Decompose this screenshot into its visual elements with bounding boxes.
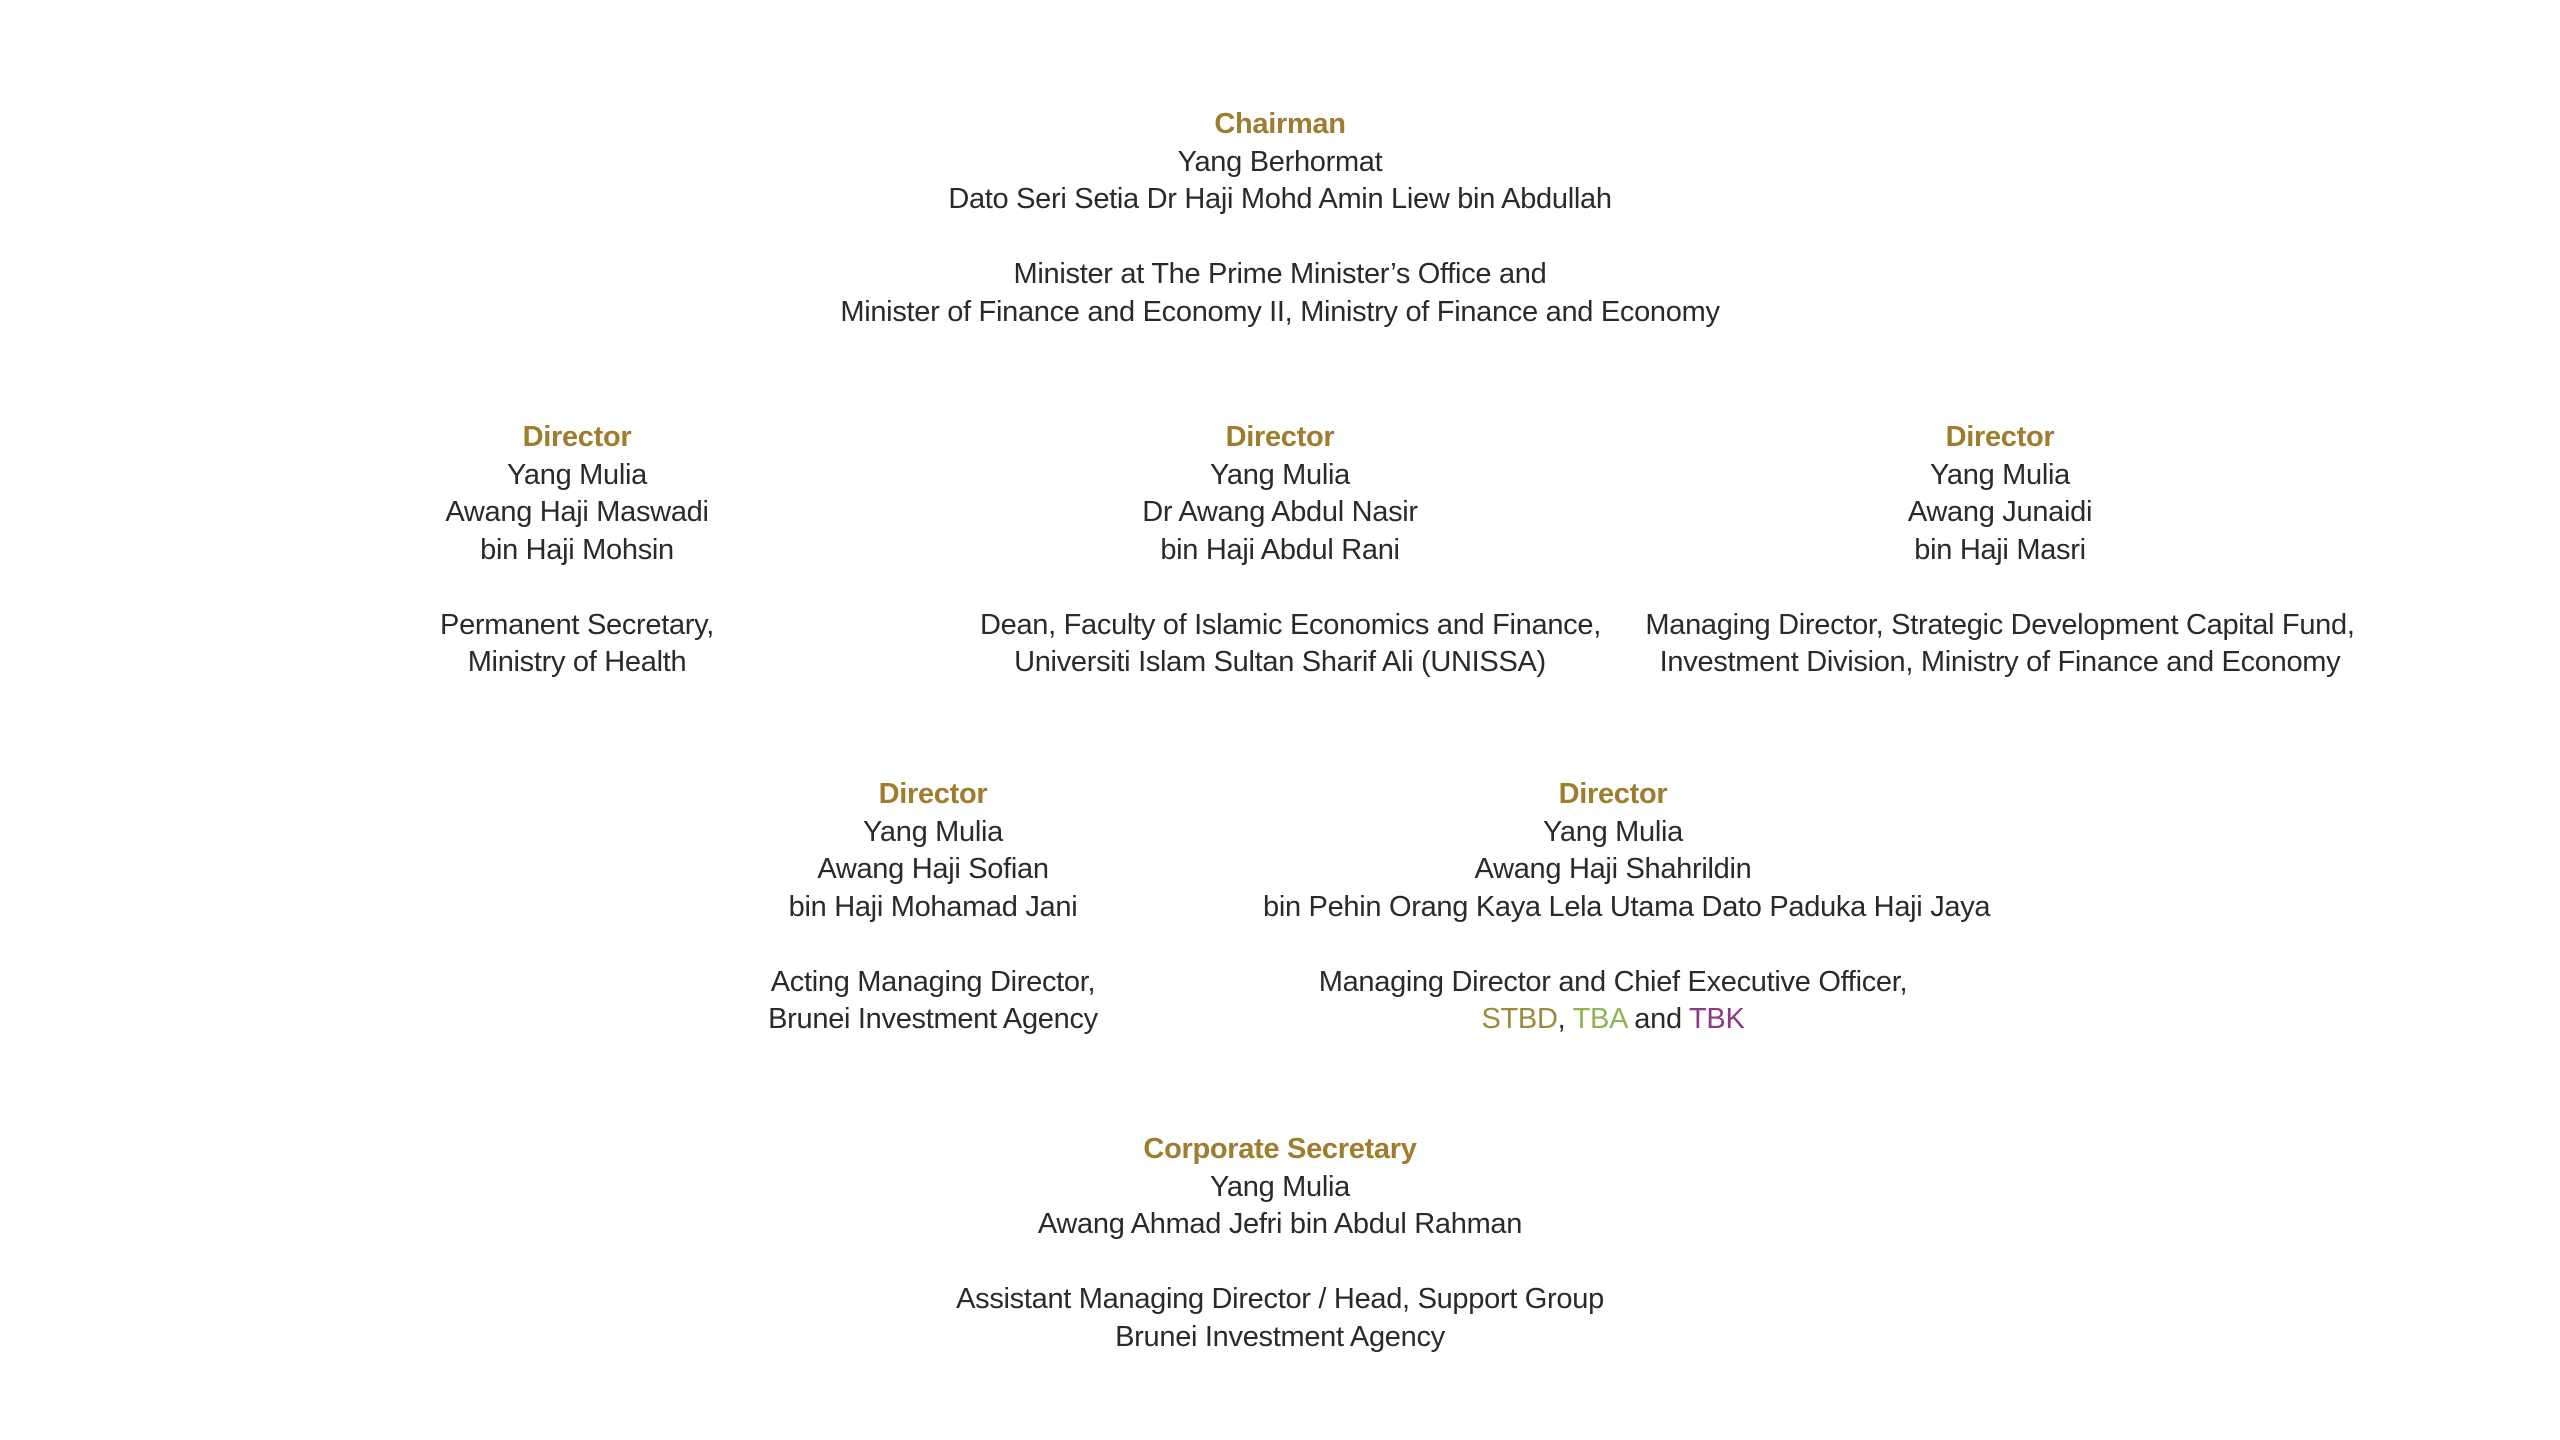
director-maswadi-block <box>377 419 777 682</box>
corporate-secretary-role: Corporate Secretary <box>1143 1133 1417 1165</box>
spacer <box>930 1244 1630 1282</box>
director-position-line2: Investment Division, Ministry of Finance and Economy <box>1659 646 2341 678</box>
director-role: Director <box>1558 778 1668 810</box>
director-entities-line <box>1263 1001 1963 1039</box>
director-shahrildin-block <box>1263 776 1991 1039</box>
chairman-role: Chairman <box>1214 108 1346 140</box>
spacer <box>1630 569 2370 607</box>
director-name-line1: Awang Junaidi <box>1907 496 2093 528</box>
spacer <box>780 219 1780 257</box>
spacer <box>980 569 1580 607</box>
director-name-line1: Dr Awang Abdul Nasir <box>1142 496 1418 528</box>
director-position-line1: Managing Director and Chief Executive Officer, <box>1318 965 1908 998</box>
corporate-secretary-honorific: Yang Mulia <box>1210 1170 1350 1203</box>
corporate-secretary-position-line1: Assistant Managing Director / Head, Support Group <box>956 1283 1604 1315</box>
director-position-line2: Ministry of Health <box>467 646 687 678</box>
director-sofian-block <box>733 776 1133 1039</box>
director-position-line2: Brunei Investment Agency <box>768 1003 1098 1035</box>
director-role: Director <box>1225 421 1335 453</box>
director-role: Director <box>522 421 632 453</box>
director-honorific: Yang Mulia <box>1543 815 1683 848</box>
director-honorific: Yang Mulia <box>863 815 1003 848</box>
director-position-line1: Managing Director, Strategic Development Capital Fund, <box>1645 608 2355 641</box>
director-position-line1: Permanent Secretary, <box>440 608 714 641</box>
spacer <box>377 569 777 607</box>
director-name-line2: bin Haji Mohamad Jani <box>788 890 1078 923</box>
director-name-line2: bin Haji Mohsin <box>480 533 674 566</box>
director-nasir-block <box>980 419 1601 682</box>
entity-separator-comma: , <box>1557 1003 1573 1035</box>
director-name-line1: Awang Haji Maswadi <box>445 496 709 528</box>
director-junaidi-block <box>1630 419 2370 682</box>
director-name-line2: bin Haji Abdul Rani <box>1160 533 1400 566</box>
entity-stbd: STBD <box>1481 1003 1558 1035</box>
director-position-line2: Universiti Islam Sultan Sharif Ali (UNISSA) <box>1014 646 1546 678</box>
chairman-name: Dato Seri Setia Dr Haji Mohd Amin Liew bin Abdullah <box>948 183 1612 215</box>
corporate-secretary-block <box>930 1131 1630 1356</box>
entity-separator-and: and <box>1626 1003 1690 1035</box>
chairman-position-line1: Minister at The Prime Minister’s Office and <box>1013 258 1547 290</box>
director-role: Director <box>878 778 988 810</box>
director-honorific: Yang Mulia <box>507 458 647 491</box>
corporate-secretary-position-line2: Brunei Investment Agency <box>1115 1320 1445 1353</box>
chairman-honorific: Yang Berhormat <box>1177 145 1383 178</box>
corporate-secretary-name: Awang Ahmad Jefri bin Abdul Rahman <box>1037 1208 1523 1240</box>
director-position-line1: Dean, Faculty of Islamic Economics and Finance, <box>980 608 1601 641</box>
director-name-line2: bin Haji Masri <box>1914 533 2086 566</box>
spacer <box>733 926 1133 964</box>
director-role: Director <box>1945 421 2055 453</box>
chairman-block <box>780 106 1780 331</box>
director-name-line1: Awang Haji Shahrildin <box>1474 853 1752 885</box>
director-name-line2: bin Pehin Orang Kaya Lela Utama Dato Paduka Haji Jaya <box>1263 890 1991 923</box>
entity-tbk: TBK <box>1689 1003 1745 1035</box>
spacer <box>1263 926 1963 964</box>
chairman-position-line2: Minister of Finance and Economy II, Ministry of Finance and Economy <box>840 295 1720 328</box>
director-honorific: Yang Mulia <box>1930 458 2070 491</box>
entity-tba: TBA <box>1572 1003 1627 1035</box>
director-honorific: Yang Mulia <box>1210 458 1350 491</box>
director-name-line1: Awang Haji Sofian <box>817 853 1049 885</box>
director-position-line1: Acting Managing Director, <box>770 965 1096 998</box>
